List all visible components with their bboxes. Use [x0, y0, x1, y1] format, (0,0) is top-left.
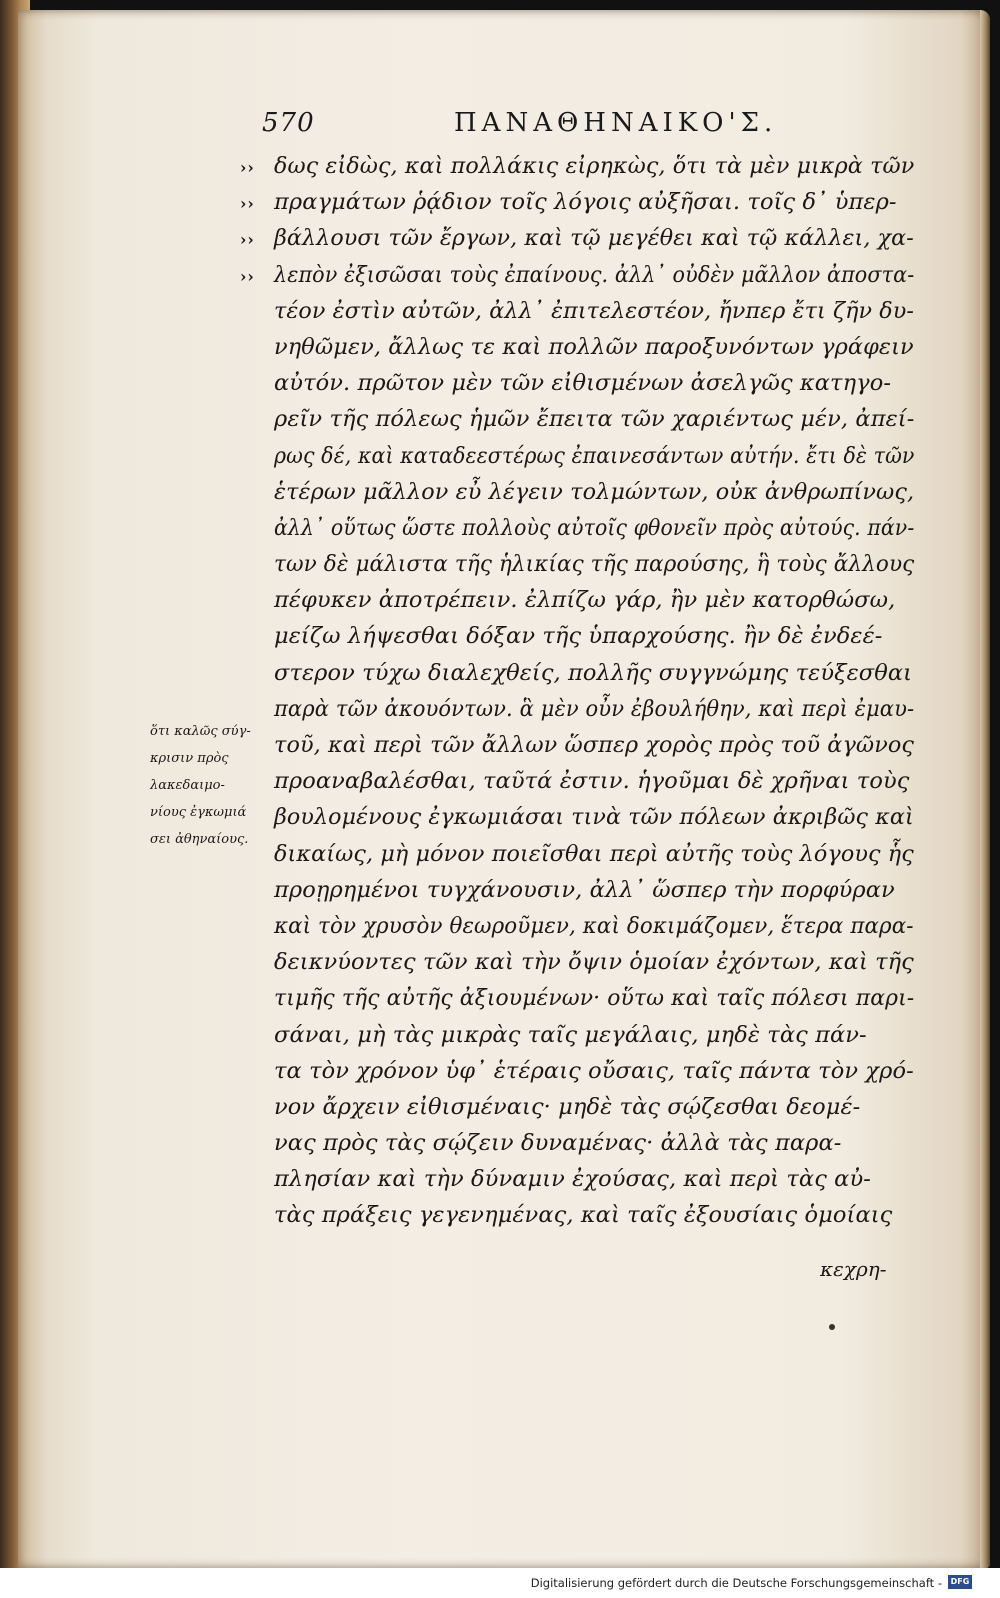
- text-line: [240, 980, 920, 1016]
- line-text: λεπὸν ἐξισῶσαι τοὺς ἐπαίνους. ἀλλ᾽ οὐδὲν μᾶλλον ἀποστα-: [274, 261, 915, 288]
- text-line: [240, 799, 920, 835]
- line-text: νας πρὸς τὰς σῴζειν δυναμένας· ἀλλὰ τὰς παρα-: [274, 1130, 842, 1157]
- quotation-mark: ››: [240, 230, 255, 250]
- page-edge-shadow: [980, 10, 990, 1568]
- margin-note: [150, 718, 280, 853]
- line-text: ἑτέρων μᾶλλον εὖ λέγειν τολμώντων, οὐκ ἀνθρωπίνως,: [274, 478, 915, 505]
- text-line: [240, 691, 920, 727]
- text-line: [240, 836, 920, 872]
- text-line: [240, 365, 920, 401]
- line-text: των δὲ μάλιστα τῆς ἡλικίας τῆς παρούσης, ἣ τοὺς ἄλλους: [274, 551, 915, 578]
- quotation-mark: ››: [240, 158, 255, 177]
- line-text: τὰς πράξεις γεγενημένας, καὶ ταῖς ἐξουσίαις ὁμοίαις: [274, 1202, 893, 1229]
- footer-credit: Digitalisierung gefördert durch die Deutsche Forschungsgemeinschaft -: [530, 1576, 942, 1590]
- line-text: δως εἰδὼς, καὶ πολλάκις εἰρηκὼς, ὅτι τὰ μὲν μικρὰ τῶν: [274, 153, 915, 179]
- page-header: [262, 108, 782, 142]
- line-text: δικαίως, μὴ μόνον ποιεῖσθαι περὶ αὐτῆς τοὺς λόγους ἧς: [274, 840, 914, 867]
- text-line: [240, 872, 920, 908]
- margin-note-line: λακεδαιμο-: [150, 778, 225, 793]
- text-line: [240, 510, 920, 546]
- text-line: [240, 618, 920, 654]
- text-line: [240, 220, 920, 256]
- line-text: στερον τύχω διαλεχθείς, πολλῆς συγγνώμης τεύξεσθαι: [274, 659, 913, 686]
- line-text: δεικνύοντες τῶν καὶ τὴν ὄψιν ὁμοίαν ἐχόντων, καὶ τῆς: [274, 949, 914, 976]
- page-number: 570: [262, 108, 315, 138]
- text-line: [240, 1089, 920, 1125]
- line-text: βάλλουσι τῶν ἔργων, καὶ τῷ μεγέθει καὶ τῷ κάλλει, χα-: [274, 225, 914, 252]
- line-text: τέον ἐστὶν αὐτῶν, ἀλλ᾽ ἐπιτελεστέον, ἤνπερ ἔτι ζῆν δυ-: [274, 297, 915, 324]
- text-line: [240, 184, 920, 220]
- running-title: ΠΑΝΑΘΗΝΑΙΚΟ'Σ.: [454, 108, 778, 138]
- line-text: πλησίαν καὶ τὴν δύναμιν ἐχούσας, καὶ περὶ τὰς αὐ-: [274, 1166, 871, 1193]
- line-text: τοῦ, καὶ περὶ τῶν ἄλλων ὥσπερ χορὸς πρὸς τοῦ ἀγῶνος: [274, 732, 915, 758]
- dfg-logo: DFG: [948, 1575, 972, 1589]
- text-line: [240, 148, 920, 184]
- catchword: κεχρη-: [820, 1257, 887, 1281]
- text-line: [240, 293, 920, 329]
- line-text: τιμῆς τῆς αὐτῆς ἀξιουμένων· οὕτω καὶ ταῖς πόλεσι παρι-: [274, 985, 915, 1012]
- line-text: καὶ τὸν χρυσὸν θεωροῦμεν, καὶ δοκιμάζομεν, ἕτερα παρα-: [274, 912, 914, 939]
- text-line: [240, 1161, 920, 1197]
- line-text: προῃρημένοι τυγχάνουσιν, ἀλλ᾽ ὥσπερ τὴν πορφύραν: [274, 876, 895, 903]
- text-line: [240, 257, 920, 293]
- text-line: [240, 727, 920, 763]
- line-text: σάναι, μὴ τὰς μικρὰς ταῖς μεγάλαις, μηδὲ τὰς πάν-: [274, 1021, 867, 1048]
- text-line: [240, 1053, 920, 1089]
- margin-note-line: νίους ἐγκωμιά: [150, 805, 247, 820]
- line-text: ἀλλ᾽ οὕτως ὥστε πολλοὺς αὐτοῖς φθονεῖν πρὸς αὐτούς. πάν-: [274, 514, 915, 541]
- quotation-mark: ››: [240, 194, 255, 214]
- margin-note-line: ὅτι καλῶς σύγ-: [150, 724, 251, 739]
- text-line: [240, 582, 920, 618]
- line-text: νον ἄρχειν εἰθισμέναις· μηδὲ τὰς σῴζεσθαι δεομέ-: [274, 1093, 861, 1120]
- text-line: [240, 438, 920, 474]
- line-text: τα τὸν χρόνον ὑφ᾽ ἑτέραις οὔσαις, ταῖς πάντα τὸν χρό-: [274, 1057, 914, 1084]
- ink-dot: [829, 1324, 835, 1330]
- text-line: [240, 329, 920, 365]
- line-text: πραγμάτων ῥᾴδιον τοῖς λόγοις αὐξῆσαι. τοῖς δ᾽ ὑπερ-: [274, 189, 897, 216]
- line-text: αὐτόν. πρῶτον μὲν τῶν εἰθισμένων ἀσελγῶς κατηγο-: [274, 370, 892, 397]
- line-text: νηθῶμεν, ἄλλως τε καὶ πολλῶν παροξυνόντων γράφειν: [274, 333, 914, 360]
- text-line: [240, 944, 920, 980]
- footer-bar: [0, 1568, 1000, 1598]
- text-line: [240, 908, 920, 944]
- text-line: [240, 474, 920, 510]
- text-line: [240, 1125, 920, 1161]
- text-line: [240, 401, 920, 437]
- line-text: προαναβαλέσθαι, ταῦτά ἐστιν. ἡγοῦμαι δὲ χρῆναι τοὺς: [274, 768, 910, 795]
- line-text: βουλομένους ἐγκωμιάσαι τινὰ τῶν πόλεων ἀκριβῶς καὶ: [274, 804, 914, 831]
- quotation-mark: ››: [240, 266, 255, 286]
- margin-note-line: κρισιν πρὸς: [150, 751, 229, 766]
- line-text: παρὰ τῶν ἀκουόντων. ἃ μὲν οὖν ἐβουλήθην, καὶ περὶ ἐμαυ-: [274, 695, 915, 722]
- text-line: [240, 655, 920, 691]
- line-text: ρως δέ, καὶ καταδεεστέρως ἐπαινεσάντων αὐτήν. ἔτι δὲ τῶν: [274, 442, 915, 469]
- text-line: [240, 1197, 920, 1233]
- text-line: [240, 763, 920, 799]
- main-text-block: [240, 148, 920, 1234]
- line-text: ρεῖν τῆς πόλεως ἡμῶν ἔπειτα τῶν χαριέντως μέν, ἀπεί-: [274, 406, 915, 433]
- text-line: [240, 546, 920, 582]
- line-text: μείζω λήψεσθαι δόξαν τῆς ὑπαρχούσης. ἢν δὲ ἐνδεέ-: [274, 623, 883, 650]
- margin-note-line: σει ἀθηναίους.: [150, 832, 249, 847]
- line-text: πέφυκεν ἀποτρέπειν. ἐλπίζω γάρ, ἢν μὲν κατορθώσω,: [274, 587, 896, 614]
- text-line: [240, 1017, 920, 1053]
